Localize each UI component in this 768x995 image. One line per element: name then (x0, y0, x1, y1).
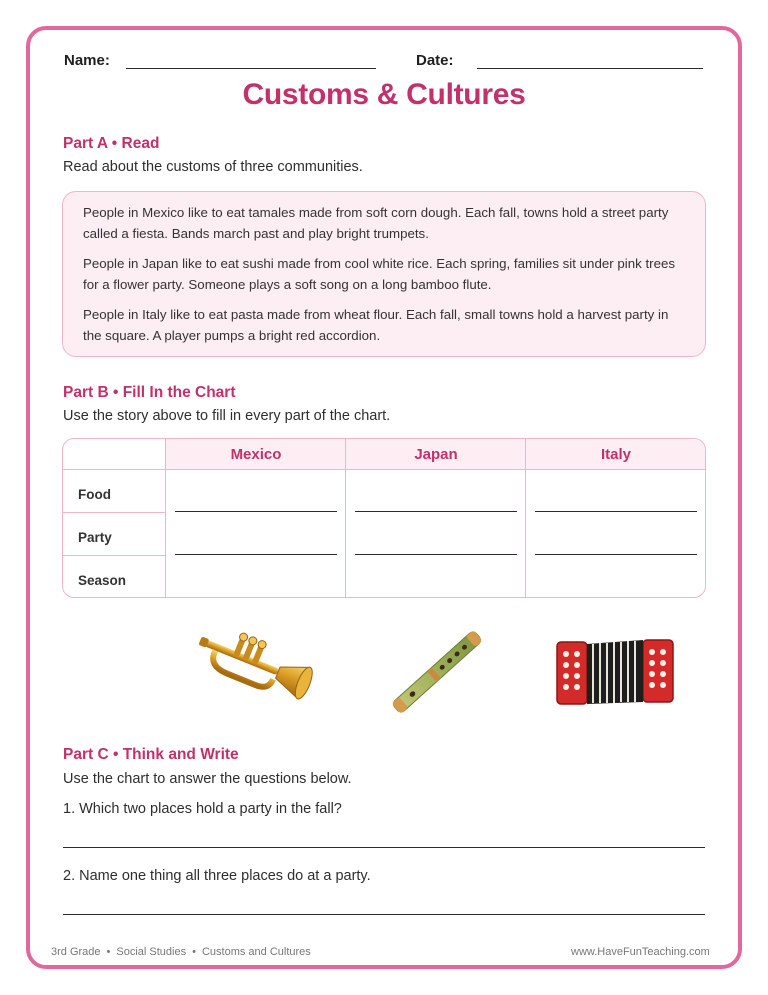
part-a-instruction: Read about the customs of three communities. (63, 159, 363, 175)
answer-line-japan-party[interactable] (355, 554, 517, 555)
column-header-italy: Italy (526, 439, 706, 470)
trumpet-illustration (190, 628, 320, 718)
part-b-heading: Part B • Fill In the Chart (63, 384, 236, 401)
bullet-separator: • (106, 946, 111, 958)
footer-grade: 3rd Grade (51, 946, 101, 958)
answer-line-mexico-food[interactable] (175, 511, 337, 512)
column-divider (525, 439, 526, 597)
fill-in-chart (62, 438, 706, 598)
column-divider (345, 439, 346, 597)
row-label-party: Party (78, 530, 112, 545)
answer-line-japan-food[interactable] (355, 511, 517, 512)
reading-box (62, 191, 706, 357)
date-line[interactable] (477, 68, 703, 69)
answer-line-question-1[interactable] (63, 847, 705, 848)
paragraph-mexico: People in Mexico like to eat tamales made from soft corn dough. Each fall, towns hold a street party called a fiesta. Bands march past and play bright trumpets. (83, 205, 669, 241)
part-c-instruction: Use the chart to answer the questions below. (63, 771, 352, 787)
answer-line-italy-food[interactable] (535, 511, 697, 512)
row-divider (63, 512, 165, 513)
footer-website: www.HaveFunTeaching.com (571, 946, 710, 958)
column-header-mexico: Mexico (166, 439, 346, 470)
part-a-heading: Part A • Read (63, 135, 160, 152)
part-c-heading: Part C • Think and Write (63, 746, 239, 763)
question-2: 2. Name one thing all three places do at a party. (63, 868, 371, 884)
answer-line-mexico-season[interactable] (175, 597, 337, 598)
name-label: Name: (64, 52, 110, 69)
part-b-instruction: Use the story above to fill in every part of the chart. (63, 408, 391, 424)
answer-line-italy-party[interactable] (535, 554, 697, 555)
row-label-food: Food (78, 487, 111, 502)
paragraph-italy: People in Italy like to eat pasta made from wheat flour. Each fall, small towns hold a harvest party in the square. A player pumps a bright red accordion. (83, 307, 669, 343)
answer-line-italy-season[interactable] (535, 597, 697, 598)
footer-topic: Customs and Cultures (201, 946, 311, 958)
row-label-season: Season (78, 573, 127, 588)
answer-line-japan-season[interactable] (355, 597, 517, 598)
answer-line-mexico-party[interactable] (175, 554, 337, 555)
name-line[interactable] (126, 68, 376, 69)
column-divider (165, 439, 166, 597)
accordion-illustration (553, 632, 677, 712)
answer-line-question-2[interactable] (63, 914, 705, 915)
row-divider (63, 555, 165, 556)
footer-subject: Social Studies (116, 946, 187, 958)
column-header-japan: Japan (346, 439, 526, 470)
question-1: 1. Which two places hold a party in the fall? (63, 801, 342, 817)
bullet-separator: • (192, 946, 196, 958)
date-label: Date: (416, 52, 454, 69)
footer-breadcrumb (51, 946, 311, 958)
bamboo-flute-illustration (382, 622, 492, 722)
name-date-row (64, 52, 704, 72)
paragraph-japan: People in Japan like to eat sushi made from cool white rice. Each spring, families sit under pink trees for a flower party. Someone plays a soft song on a long bamboo flute. (83, 256, 676, 292)
row-divider (63, 469, 165, 470)
page-title: Customs & Cultures (242, 78, 526, 111)
